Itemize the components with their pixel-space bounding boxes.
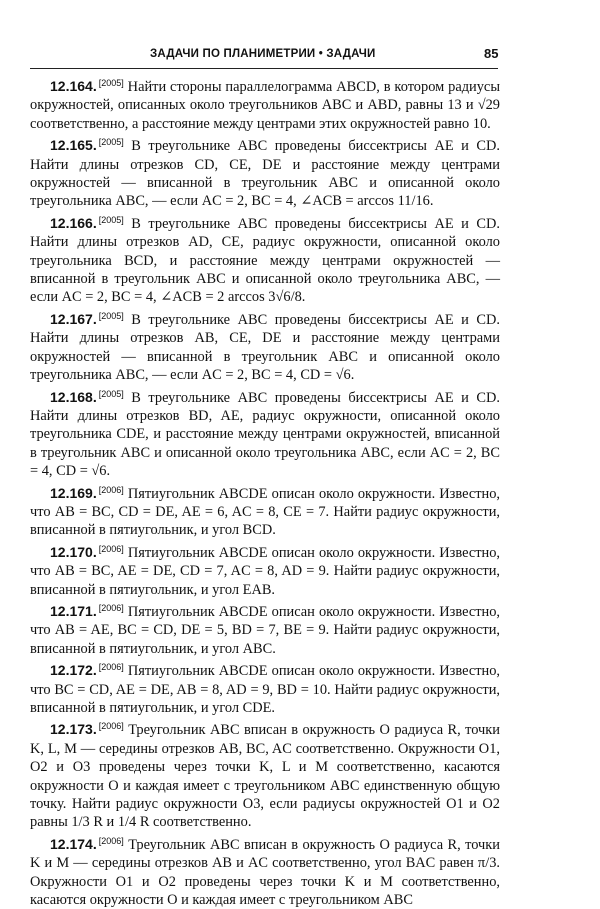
problem-year: [2005] xyxy=(98,214,124,225)
problem-year: [2006] xyxy=(98,602,124,613)
problem-text: Найти стороны параллелограмма ABCD, в котором радиусы окружностей, описанных около треугольников ABC и ABD, равны 13 и √29 соответственно, а расстояние между центрами этих окружностей равно 10. xyxy=(30,79,500,132)
problem-12-164 xyxy=(30,74,500,133)
header-rule xyxy=(30,68,498,69)
running-header xyxy=(0,44,600,66)
problem-12-168 xyxy=(30,385,500,481)
problem-text: Пятиугольник ABCDE описан около окружности. Известно, что AB = BC, CD = DE, AE = 6, AC = 8, CE = 7. Найти радиус окружности, вписанной в пятиугольник, и угол BCD. xyxy=(30,485,500,539)
problem-text: В треугольнике ABC проведены биссектрисы AE и CD. Найти длины отрезков CD, CE, DE и расстояние между центрами окружностей — вписанной в треугольник ABC и описанной около треугольника ABC, — если AC = 2, BC = 4, ∠ACB = arccos 11/16. xyxy=(30,138,500,210)
problem-12-171 xyxy=(30,599,500,658)
problem-year: [2005] xyxy=(98,310,124,321)
problem-number: 12.171. xyxy=(50,602,97,619)
problem-12-167 xyxy=(30,307,500,385)
problem-text: Пятиугольник ABCDE описан около окружности. Известно, что BC = CD, AE = DE, AB = 8, AD = 9, BD = 10. Найти радиус окружности, вписанной в пятиугольник, и угол CDE. xyxy=(30,663,500,716)
page-number: 85 xyxy=(484,46,499,61)
problem-year: [2005] xyxy=(98,78,124,88)
problem-number: 12.166. xyxy=(50,214,97,231)
problem-number: 12.168. xyxy=(50,388,97,405)
problem-number: 12.165. xyxy=(50,137,97,154)
problem-12-174 xyxy=(30,832,500,909)
problem-12-170 xyxy=(30,540,500,599)
problem-number: 12.170. xyxy=(50,543,97,560)
problem-year: [2006] xyxy=(98,484,124,495)
problem-text: Пятиугольник ABCDE описан около окружности. Известно, что AB = AE, BC = CD, DE = 5, BD = 7, BE = 9. Найти радиус окружности, вписанной в пятиугольник, и угол ABC. xyxy=(30,603,500,657)
problem-year: [2006] xyxy=(98,543,124,554)
problem-text: Треугольник ABC вписан в окружность O радиуса R, точки K, L, M — середины отрезков AB, BC, AC соответственно. Окружности O1, O2 и O3 проведены через точки K, L и M соответственно, касаются окружности O и каждая имеет с треугольником ABC единственную общую точку. Найти радиус окружности O3, если радиусы окружностей O1 и O2 равны 1/3 R и 1/4 R соответственно. xyxy=(30,722,500,831)
problem-year: [2006] xyxy=(98,721,124,732)
problem-number: 12.164. xyxy=(50,78,97,94)
problem-number: 12.174. xyxy=(50,835,97,852)
problem-year: [2005] xyxy=(98,388,124,399)
problems-list xyxy=(30,74,500,909)
problem-text: Пятиугольник ABCDE описан около окружности. Известно, что AB = BC, AE = DE, CD = 7, AC = 8, AD = 9. Найти радиус окружности, вписанной в пятиугольник, и угол EAB. xyxy=(30,544,500,598)
header-title: ЗАДАЧИ ПО ПЛАНИМЕТРИИ • ЗАДАЧИ xyxy=(150,48,376,60)
problem-12-165 xyxy=(30,133,500,211)
problem-number: 12.172. xyxy=(50,662,97,679)
problem-text: В треугольнике ABC проведены биссектрисы AE и CD. Найти длины отрезков BD, AE, радиус окружности, описанной около треугольника CDE, и расстояние между центрами окружностей, вписанной в треугольник ABC и описанной около треугольника ABC, если AC = 2, BC = 4, CD = √6. xyxy=(30,389,500,480)
problem-number: 12.167. xyxy=(50,310,97,327)
problem-12-166 xyxy=(30,211,500,307)
problem-text: В треугольнике ABC проведены биссектрисы AE и CD. Найти длины отрезков AD, CE, радиус окружности, описанной около треугольника BCD, и расстояние между центрами окружностей — вписанной в треугольник ABC и описанной около треугольника ABC, — если AC = 2, BC = 4, ∠ACB = 2 arccos 3√6/8. xyxy=(30,215,500,306)
problem-12-172 xyxy=(30,658,500,717)
problem-year: [2006] xyxy=(98,835,124,846)
problem-text: В треугольнике ABC проведены биссектрисы AE и CD. Найти длины отрезков AB, CE, DE и расстояние между центрами окружностей — вписанной в треугольник ABC и описанной около треугольника ABC, — если AC = 2, BC = 4, CD = √6. xyxy=(30,311,500,384)
problem-number: 12.173. xyxy=(50,721,97,738)
problem-text: Треугольник ABC вписан в окружность O радиуса R, точки K и M — середины отрезков AB и AC соответственно, угол BAC равен π/3. Окружности O1 и O2 проведены через точки K и M соответственно, касаются окружности O и каждая имеет с треугольником ABC xyxy=(30,836,500,909)
problem-number: 12.169. xyxy=(50,484,97,501)
problem-12-169 xyxy=(30,481,500,540)
problem-year: [2006] xyxy=(98,662,124,673)
problem-year: [2005] xyxy=(98,137,124,148)
problem-12-173 xyxy=(30,717,500,831)
